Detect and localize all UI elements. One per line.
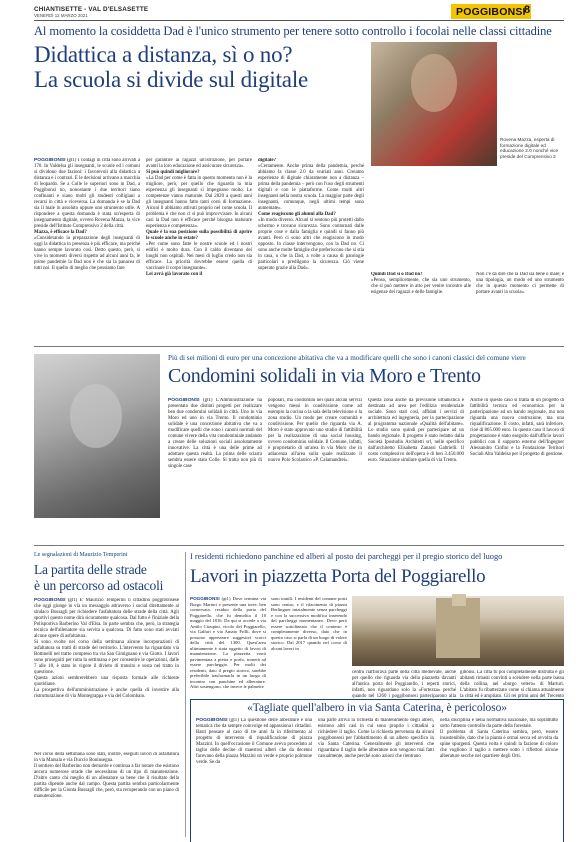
article5-col3-text: nella disciplina e nella normativa nazionale, ma soprattutto sotto l'attento controllo da parte della forestale. — [440, 718, 558, 729]
article1-question-1: Mazza, è efficace la Dad? — [34, 230, 87, 235]
article3-headline-line1: La partita delle strade — [34, 562, 147, 577]
article4-column-4 — [460, 670, 564, 698]
article1-column-3 — [258, 158, 364, 340]
article5-col2-text: una parte arriva la richiesta di mantenimento degli alberi, esistono altri casi in cui sono proprio i cittadini a richiedere il taglio. Come la richiesta pervenuta da alcuni poggibonsesi per l'abbattimento di un albero specifico in via Santa Caterina. Generalmente gli interventi che riguardano il taglio delle alberature non vengono mai fatti casualmente, anche perché sono azioni che rientrano — [318, 718, 434, 759]
article4-col4-text: gibonsi. La città fu poi completamente distrutta e gli abitanti rimasti convinti a scendere nella parte bassa della collina, nel «borgo vetero» di Marturi. L'abitato fu ribattezzato come si chiama attualmente la città ed è ampliato. Gli rei primi anni del Trecento — [460, 670, 564, 698]
article3-headline — [34, 562, 179, 594]
article2-col4-text: Anche in questo caso si tratta di un progetto di fattibilità tecnica ed economica per la partecipazione ad un bando regionale, ma non riguarda una nuova costruzione, ma una riqualificazione. Il costo, infatti, sarà inferiore, cioè di 865.000 euro. In questo caso il lavoro di progettazione è stato eseguito dall'ufficio lavori pubblici con il supporto esterno dell'Ingegner Alessandro Cinfini e la Fondazione Territori Sociali Alta Valdelsa per il progetto di gestione. — [470, 398, 564, 457]
column-divider — [185, 552, 186, 837]
article3-column-2 — [34, 752, 179, 840]
article1-photo — [371, 42, 497, 166]
divider-1 — [34, 346, 564, 347]
article3-column-1 — [34, 598, 179, 749]
section-label: POGGIBONSI — [451, 4, 531, 19]
article1-column-4 — [371, 272, 471, 340]
article1-column-1 — [34, 158, 140, 340]
article4-col3-text: centro riaffiorava parte della città medievale, anche per quello che riguarda via della piazzetta davanti all'antica porta del Poggiarello, i reperti storici, infatti, non riguardano solo la «Fortezza» perché quando nel 1260 i poggibonsesi parteciparono alla — [352, 670, 456, 698]
article2-col1-text: L'Amministrazione ha presentato due distinti progetti per realizzare ben due condomini solidali in città. Uno in via Moro ed uno in via Trento. Il condominio solidale è una concezione abitativa che va a modificare quelli che sono i canoni normali del comune vivere della vita condominiale andando a creare delle soluzioni sociali assolutamente innovative. La città è una delle prime ad adottare questa realtà. La prima delle sciarra sembra essere stata Colle. Si tratta non più di singole case — [168, 398, 262, 469]
article1-kicker: Al momento la cosiddetta Dad è l'unico strumento per tenere sotto controllo i focolai nelle classi cittadine — [34, 24, 552, 38]
header-divider — [34, 20, 564, 21]
article1-answer-1: «Considerando la preparazione degli insegnanti di oggi la didattica in presenza è più efficace, ma perché hanno sempre lavorato così. Detto questo, però, si vive in momenti diversi rispetto ad alcuni anni fa, le prime pandemie la Dad non è che sia la panacea di tutti noi. Il quello di meglio che possiamo fare — [34, 236, 140, 271]
article2-column-1 — [168, 398, 262, 538]
article2-column-4 — [470, 398, 564, 538]
article3-col1-paragraph-4: La prospettiva dell'amministrazione è anche quella di investire alla ristrutturazione di via Montegrappa e via del Colombaio. — [34, 688, 179, 699]
article5-column-3 — [440, 718, 558, 840]
article3-dateline: (gt1) — [65, 598, 80, 603]
article2-col3-text: Questa zona anche da previsione urbanistica è destinata ad area per l'edilizia residenziale sociale. Sono stati così, affidati i servizi di architettura ed ingegneria, per la partecipazione al programma nazionale «Qualità dell'abitare». Lo studio sono quindi per partecipare ad un bando regionale. Il progetto è stato redatto dalla Società Ipostudio Architetti srl, nelle specifico dall'architetto Elisabetta Zanassi Gabrielli. Il costo complessivo dell'opera è di ben 3.450.000 euro. Situazione similare quella di via Trento. — [368, 398, 464, 463]
article1-dateline: (gt1) — [65, 158, 78, 163]
article3-col2-paragraph-2: Il sentiero del Barberino non demorde e continua a far notare che esistono ancora numerose strade che necessitano di un tipo di manutenzione. D'altro canto chi meglio di un allenatore sa bene che il risultato della partita dipende anche dal campo. Questa partita sembra particolarmente difficile per la Giunta Bussagli che, però, sta recuperando con un piano di manutenzione. — [34, 764, 179, 799]
article1-col3-lead: digitale? — [258, 158, 276, 163]
article5-col3-paragraph-2: Il problema di Santa Caterina sembra, però, essere insostenibile, dato che la pianta è ormai secca ed avvolta da spine spurgenti. Questa volta è quindi la fazione di coloro che vogliono il taglio a mettere sotto i riflettori alcune alberature secche nel quartiere degli Orti. — [440, 730, 558, 759]
article5-col1-text: La questione delle alberature è una tematica che da sempre coinvolge ed appassiona i cittadini. Basti pensare al caso di tre anni fa in riferimento al progetto di intervento di riqualificazione di piazza Mazzini. In quell'occasione il Comune aveva proceduto al taglio delle decine di maestosi alberi che da decenni facevano della piazza Mazzini un verde e proprio polmone verde. Se da — [196, 718, 312, 765]
article4-column-2 — [271, 596, 347, 694]
article1-question-2: Si può quindi migliorare? — [146, 170, 200, 175]
article5-headline: «Tagliate quell'albero in via Santa Caterina, è pericoloso» — [247, 702, 507, 714]
article4-col2-text: sono inutili. I residenti del comune posti sono centro, e il rifacimento di piazza Berlinguer inizialmente senza parcheggi e con la successiva modifica inserendo del parcheggi momentaneo. Devo però essere sottolineato che il contesto è completamente diverso, dato che in questo caso si parla di un luogo di valore storico. Dal 2017 quando nel corso di alcuni lavori in — [271, 596, 347, 651]
article1-question-6: Quindi Dad sì o Dad no? — [371, 272, 423, 277]
article4-photo — [352, 596, 564, 666]
divider-2 — [34, 545, 564, 546]
article5-dateline: (gt1) — [227, 718, 241, 723]
article1-answer-2: «La Dad per come è fatta in questo momento non è la migliore, però, per quello che riguarda la mia esperienza gli insegnanti si impegnano molto. Le competenze vanno maturate. Dal 2020 a questi anni gli insegnanti hanno fatto tanti corsi di formazione. Alcuni li abbiamo attivati proprio nel come scuola. Il problema è che non ci si può improvvisare. In alcuni casi la Dad non è efficace perché bisogna maturare esperienza e competenza». — [146, 176, 252, 229]
article4-column-1 — [190, 596, 266, 694]
article4-col1-text: Dove termina via Borgo Marturi e presente una torre, ben conservata, residuo della porta del Poggiarello, che fu demolita il 10 maggio del 1816. Da qui si accede a via Antilo Cioupini, vicolo del Poggiarello, via Galluri e via Amato Frilli, dove si possono apprezzare suggestivi scorci della città del 1300. Quest'area ultimamente è stata oggetto di lavori di manutenzione. La piazzetta verrà pavimentata a pietra e porfo, tornerà ad essere parcheggio. Per molti dei residenti, dato il pregio storico, sarebbe preferibile trasformarla in un luogo di incontro con panchine ed alberature. Altri sostengono, che invece le palmette — [190, 596, 266, 689]
page-number: 8 — [524, 4, 531, 16]
article2-headline: Condomini solidali in via Moro e Trento — [168, 365, 481, 387]
article1-answer-3: «Per come sono fatte le nostre scuole ed i nostri edifici è molto dura. Con il caldo diventano dei luoghi non ospitali. Nei mesi di luglio credo non sia efficace. La priorità dovrebbe essere quella di vaccinare il corpo insegnante». — [146, 242, 252, 271]
article2-column-2 — [268, 398, 362, 538]
article1-col2-text: per garantire ai ragazzi un'istruzione, per portare avanti la loro educazione ed assicurare sicurezza». — [146, 158, 252, 169]
article1-headline-line1: Didattica a distanza, sì o no? — [34, 42, 293, 67]
masthead: CHIANTISETTE - VAL D'ELSASETTE — [34, 6, 149, 13]
article3-headline-line2: è un percorso ad ostacoli — [34, 578, 164, 593]
article2-kicker: Più di sei milioni di euro per una concezione abitativa che va a modificare quelli che sono i canoni classici del comune viere — [168, 354, 526, 362]
article1-headline — [34, 43, 364, 92]
article5-byline: POGGIBONSI — [196, 718, 228, 723]
article4-byline: POGGIBONSI — [190, 596, 220, 601]
article3-byline: POGGIBONSI — [34, 598, 66, 603]
article2-photo — [34, 354, 160, 518]
article2-column-3 — [368, 398, 464, 538]
issue-date: VENERDÌ 12 MARZO 2021 — [34, 13, 88, 18]
article1-answer-6: «Penso, semplicemente, che sia uno strumento, che si può mettere in atto per venire incontro alle esigenze dei ragazzi e delle famiglie. — [371, 278, 471, 295]
article4-headline: Lavori in piazzetta Porta del Poggiarello — [190, 566, 486, 587]
article1-column-2 — [146, 158, 252, 340]
article3-col2-text: Nel corso della settimana sono stati, inoltre, eseguiti lavori di asfaltatura in via Marsala e via Duccio Boninsegna. — [34, 752, 179, 763]
article3-col1-paragraph-3: Questa azioni sembrerebbero una risposta formale alle richieste quotidiane. — [34, 676, 179, 687]
article3-col1-paragraph-2: Si sono svolte nel corso della settimana alcune incorporazioni di asfaltatura su tratti di strade del territorio. L'intervento ha riguardato via Bottinelli nel tratto compreso tra via San Gimignano e via Giotto. I lavori sono proseguiti per tutta la settimana e per consentire le operazioni, dalle 7 alle 18, è stato in vigore il divieto di transito e sosta nel tratto in questione. — [34, 640, 179, 675]
article3-col1-text: E' Maurizio Temperini il cittadino poggibonsese che oggi giunge in via un messaggio attraverso i social direttamente al sindaco Bussagli per richiedere l'asfaltatura delle strade della città. Agli sportivi questo nome dirà sicuramente qualcosa. Dal futto è l'iniziale della Polisportiva Barberino Val d'Elsa. In parte sembra che, però, la strategia tecnica dell'allenatore sia servita a qualcosa. Di fatto sono stati avviati alcune opere di asfaltatura. — [34, 598, 179, 639]
article3-kicker: Le segnalazioni di Maurizio Temperini — [34, 552, 128, 558]
article2-col2-text: popolari, ma condomini nei quali alcuni servizi vengono messi in condivisione come ad esempio la cucina o la sala della televisione o la zona studio. Un modo per creare comunità e condivisione. Per quello che riguarda via A. Moro è stato approvato uno studio di fattibilità per la realizzazione di una social housing, ovvero condominio solidale. Il Comune, infatti, è proprietario di un'area in via Moro che in adiacenza all'area sulla quale realizzato il nuovo Polo Scolastico «P. Calamandrei». — [268, 398, 362, 463]
article1-photo-caption: Rovena Mazza, esperta di formazione digitale ed educazione 2.0 nonché vice preside del Comprensivo 2 — [500, 137, 559, 159]
article1-headline-line2: La scuola si divide sul digitale — [34, 66, 309, 92]
article5-column-1 — [196, 718, 312, 840]
article1-col1-text: I contagi in città sono arrivati a 170. In Valdelsa gli insegnanti, le scuole ed i comuni si dividono due fazioni: i favorevoli alla didattica a distanza e i contrari. E le decisioni arrivano a macchia di leopardo. Se a Colle le superiori sono in Dad, a Poggibonsi no, nonostante i due territori siano confinanti e siano molti gli studenti colligiani a recarsi in città e viceversa. La domanda è se la Dad sia il male in assoluto oppure uno strumento utile. A rispondere a questa domanda è stata un'esperta di insegnamento digitale, ovvero Rovena Mazza, la vice preside dell'Istituto Comprensivo 2 della città. — [34, 158, 140, 229]
article4-kicker: I residenti richiedono panchine ed alberi al posto dei parcheggi per il pregio storico del luogo — [190, 552, 503, 561]
article1-col5-text: Non c'è da dire che la Dad sia bene o male; è una tipologia, un modo ed uno strumento che in questo momento ci permette di portare avanti la scuola». — [476, 272, 564, 295]
article1-question-5: Come reagiscono gli alunni alla Dad? — [258, 212, 336, 217]
article1-byline: POGGIBONSI — [34, 158, 66, 163]
article1-column-5 — [476, 272, 564, 340]
article4-dateline: (gt1) — [219, 596, 233, 601]
article1-answer-5: «In modo diverso. Alcuni si sentono più protetti dallo schermo e trovano sicurezza. Sono contornati dalle proprie cose e dalla famiglia e quindi si fanno più avanti. Però ci sono altri che reagiscono in modo opposto. In classe intervengono, con la Dad no. Ci sono anche molte famiglie che preferiscono che si stia in casa, o che la Dad, a volte a causa di patologie particolari o predilgono la sicurezza. Ciò viene superato grazie alla Dad». — [258, 218, 364, 271]
article2-byline: POGGIBONSI — [168, 398, 200, 403]
article2-dateline: (gt1) — [199, 398, 217, 403]
article4-column-3 — [352, 670, 456, 698]
article5-column-2 — [318, 718, 434, 840]
article1-answer-4: «Certamente. Anche prima della pandemia, perché abbiamo la classe 2.0 da svariati anni. Creiamo esperienze di digitale chiaramente non a distanza – prima della pandemia – però con l'uso degli strumenti digitali e con le piattaforme. Come molti altri insegnanti nella nostra scuola. La maggior parte degli insegnanti, comunque, negli ultimi tempi sono aumentate». — [258, 164, 364, 211]
article1-question-4: Lei avrà già lavorato con il — [146, 272, 203, 277]
article1-question-3: Quale è la sua posizione sulla possibilità di aprire le scuole anche in estate? — [146, 230, 252, 241]
